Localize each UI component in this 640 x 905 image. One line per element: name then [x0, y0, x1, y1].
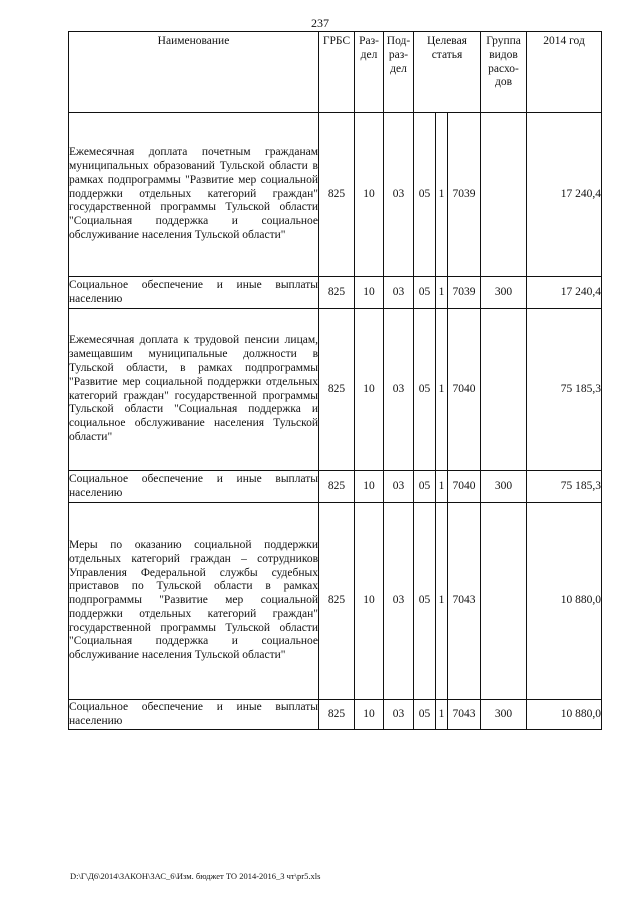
- row-amount: 75 185,3: [527, 309, 602, 471]
- row-grbs: 825: [319, 277, 355, 309]
- row-amount: 17 240,4: [527, 277, 602, 309]
- row-cs-code: 7043: [448, 700, 481, 730]
- row-grbs: 825: [319, 471, 355, 503]
- row-cs-code: 7043: [448, 503, 481, 700]
- header-podrazdel: [384, 32, 414, 113]
- header-group-text: Группа видов расхо-дов: [486, 35, 521, 89]
- row-name: Социальное обеспечение и иные выплаты населению: [69, 700, 319, 730]
- row-podrazdel: 03: [384, 503, 414, 700]
- row-cs-program: 05: [414, 309, 436, 471]
- row-cs-program: 05: [414, 113, 436, 277]
- row-cs-subprogram: 1: [436, 309, 448, 471]
- row-cs-code: 7040: [448, 471, 481, 503]
- footer-file-path: D:\Г\Д6\2014\ЗАКОН\ЗАС_6\Изм. бюджет ТО 2014-2016_3 чт\pr5.xls: [70, 871, 321, 881]
- row-cs-program: 05: [414, 471, 436, 503]
- row-razdel: 10: [355, 113, 384, 277]
- page-number: 237: [311, 16, 329, 30]
- row-razdel: 10: [355, 309, 384, 471]
- row-razdel: 10: [355, 277, 384, 309]
- row-name: Ежемесячная доплата к трудовой пенсии лицам, замещавшим муниципальные должности в Тульской области, в рамках подпрограммы "Развитие мер социальной поддержки отдельных категорий граждан" государственной программы Тульской области "Социальная поддержка и социальное обслуживание населения Тульской области": [69, 309, 319, 471]
- row-razdel: 10: [355, 503, 384, 700]
- row-cs-code: 7040: [448, 309, 481, 471]
- row-grbs: 825: [319, 113, 355, 277]
- budget-table: [68, 31, 602, 730]
- row-cs-subprogram: 1: [436, 113, 448, 277]
- table-header-row: [69, 32, 602, 113]
- header-grbs: ГРБС: [319, 32, 355, 113]
- row-name: Социальное обеспечение и иные выплаты населению: [69, 277, 319, 309]
- row-razdel: 10: [355, 700, 384, 730]
- row-group: [481, 309, 527, 471]
- row-grbs: 825: [319, 309, 355, 471]
- table-row: [69, 113, 602, 277]
- row-amount: 75 185,3: [527, 471, 602, 503]
- row-podrazdel: 03: [384, 277, 414, 309]
- row-group: 300: [481, 700, 527, 730]
- row-cs-subprogram: 1: [436, 277, 448, 309]
- row-grbs: 825: [319, 503, 355, 700]
- header-name: Наименование: [69, 32, 319, 113]
- header-razdel-text: Раз-дел: [359, 35, 379, 61]
- row-amount: 10 880,0: [527, 503, 602, 700]
- row-name: Ежемесячная доплата почетным гражданам муниципальных образований Тульской области в рамках подпрограммы "Развитие мер социальной поддержки отдельных категорий граждан" государственной программы Тульской области "Социальная поддержка и социальное обслуживание населения Тульской области": [69, 113, 319, 277]
- row-cs-code: 7039: [448, 277, 481, 309]
- row-group: [481, 113, 527, 277]
- row-name: Меры по оказанию социальной поддержки отдельных категорий граждан – сотрудников Управления Федеральной службы судебных приставов по Тульской области в рамках подпрограммы "Развитие мер социальной поддержки отдельных категорий граждан" государственной программы Тульской области "Социальная поддержка и социальное обслуживание населения Тульской области": [69, 503, 319, 700]
- header-podrazdel-text: Под-раз-дел: [386, 35, 411, 75]
- table-row: [69, 471, 602, 503]
- row-grbs: 825: [319, 700, 355, 730]
- row-amount: 17 240,4: [527, 113, 602, 277]
- row-cs-subprogram: 1: [436, 503, 448, 700]
- row-name: Социальное обеспечение и иные выплаты населению: [69, 471, 319, 503]
- row-group: 300: [481, 471, 527, 503]
- row-podrazdel: 03: [384, 309, 414, 471]
- row-group: [481, 503, 527, 700]
- header-target-text: Целевая статья: [427, 35, 467, 61]
- table-row: [69, 277, 602, 309]
- table-row: [69, 309, 602, 471]
- row-group: 300: [481, 277, 527, 309]
- row-cs-code: 7039: [448, 113, 481, 277]
- row-amount: 10 880,0: [527, 700, 602, 730]
- header-group: [481, 32, 527, 113]
- header-target: [414, 32, 481, 113]
- row-cs-subprogram: 1: [436, 700, 448, 730]
- row-cs-program: 05: [414, 700, 436, 730]
- row-podrazdel: 03: [384, 700, 414, 730]
- table-row: [69, 503, 602, 700]
- row-cs-subprogram: 1: [436, 471, 448, 503]
- row-cs-program: 05: [414, 277, 436, 309]
- row-podrazdel: 03: [384, 471, 414, 503]
- row-cs-program: 05: [414, 503, 436, 700]
- row-podrazdel: 03: [384, 113, 414, 277]
- row-razdel: 10: [355, 471, 384, 503]
- header-razdel: [355, 32, 384, 113]
- table-row: [69, 700, 602, 730]
- header-year: 2014 год: [527, 32, 602, 113]
